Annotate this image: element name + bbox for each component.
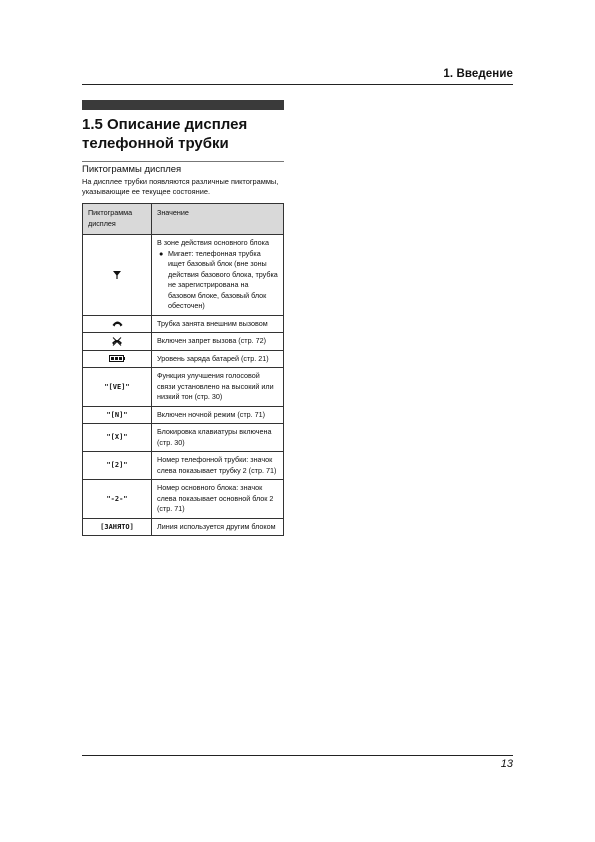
- bullet-icon: ●: [159, 248, 164, 258]
- table-row: [83, 518, 284, 536]
- table-row: [83, 368, 284, 407]
- section-bar: [82, 100, 284, 110]
- table-row: [83, 406, 284, 424]
- row-meaning: Включен запрет вызова (стр. 72): [152, 333, 284, 351]
- row-bullet-text: Мигает: телефонная трубка ищет базовый блок (вне зоны действия базового блока, трубка не зарегистрирована на базовом блоке, базовый блок обесточен): [168, 248, 278, 310]
- row-meaning: Номер основного блока: значок слева показывает основной блок 2 (стр. 71): [152, 480, 284, 519]
- base-number-icon: "-2-": [83, 480, 152, 519]
- subtitle-rule: [82, 161, 284, 162]
- row-meaning: Включен ночной режим (стр. 71): [152, 406, 284, 424]
- row-meaning: В зоне действия основного блока: [157, 238, 269, 247]
- header-meaning-column: Значение: [152, 204, 284, 235]
- key-lock-icon: "[X]": [83, 424, 152, 452]
- call-barring-icon: [111, 337, 123, 345]
- table-row: [83, 480, 284, 519]
- table-row: [83, 333, 284, 351]
- intro-paragraph: На дисплее трубки появляются различные пиктограммы, указывающие ее текущее состояние.: [82, 177, 279, 196]
- page-number: 13: [500, 758, 513, 770]
- row-meaning: Функция улучшения голосовой связи установлено на высокий или низкий тон (стр. 30): [152, 368, 284, 407]
- chapter-title: 1. Введение: [443, 68, 513, 80]
- section-title: 1.5 Описание дисплея телефонной трубки: [82, 116, 248, 152]
- row-meaning: Блокировка клавиатуры включена (стр. 30): [152, 424, 284, 452]
- subsection-title: Пиктограммы дисплея: [82, 164, 182, 175]
- header-icon-column: Пиктограмма дисплея: [83, 204, 152, 235]
- handset-icon: [112, 320, 123, 328]
- table-header-row: [83, 204, 284, 235]
- row-meaning: Линия используется другим блоком: [152, 518, 284, 536]
- table-row: [83, 350, 284, 368]
- row-meaning: Уровень заряда батарей (стр. 21): [152, 350, 284, 368]
- line-busy-label: [ЗАНЯТО]: [83, 518, 152, 536]
- voice-enhancer-icon: "[VE]": [83, 368, 152, 407]
- row-meaning: Трубка занята внешним вызовом: [152, 315, 284, 333]
- antenna-icon: [113, 271, 121, 279]
- table-row: [83, 424, 284, 452]
- table-row: [83, 235, 284, 316]
- icons-table: [82, 203, 284, 536]
- header-rule: [82, 84, 513, 85]
- night-mode-icon: "[N]": [83, 406, 152, 424]
- footer-rule: [82, 755, 513, 756]
- battery-icon: [109, 355, 125, 363]
- row-meaning: Номер телефонной трубки: значок слева показывает трубку 2 (стр. 71): [152, 452, 284, 480]
- handset-number-icon: "[2]": [83, 452, 152, 480]
- table-row: [83, 315, 284, 333]
- table-row: [83, 452, 284, 480]
